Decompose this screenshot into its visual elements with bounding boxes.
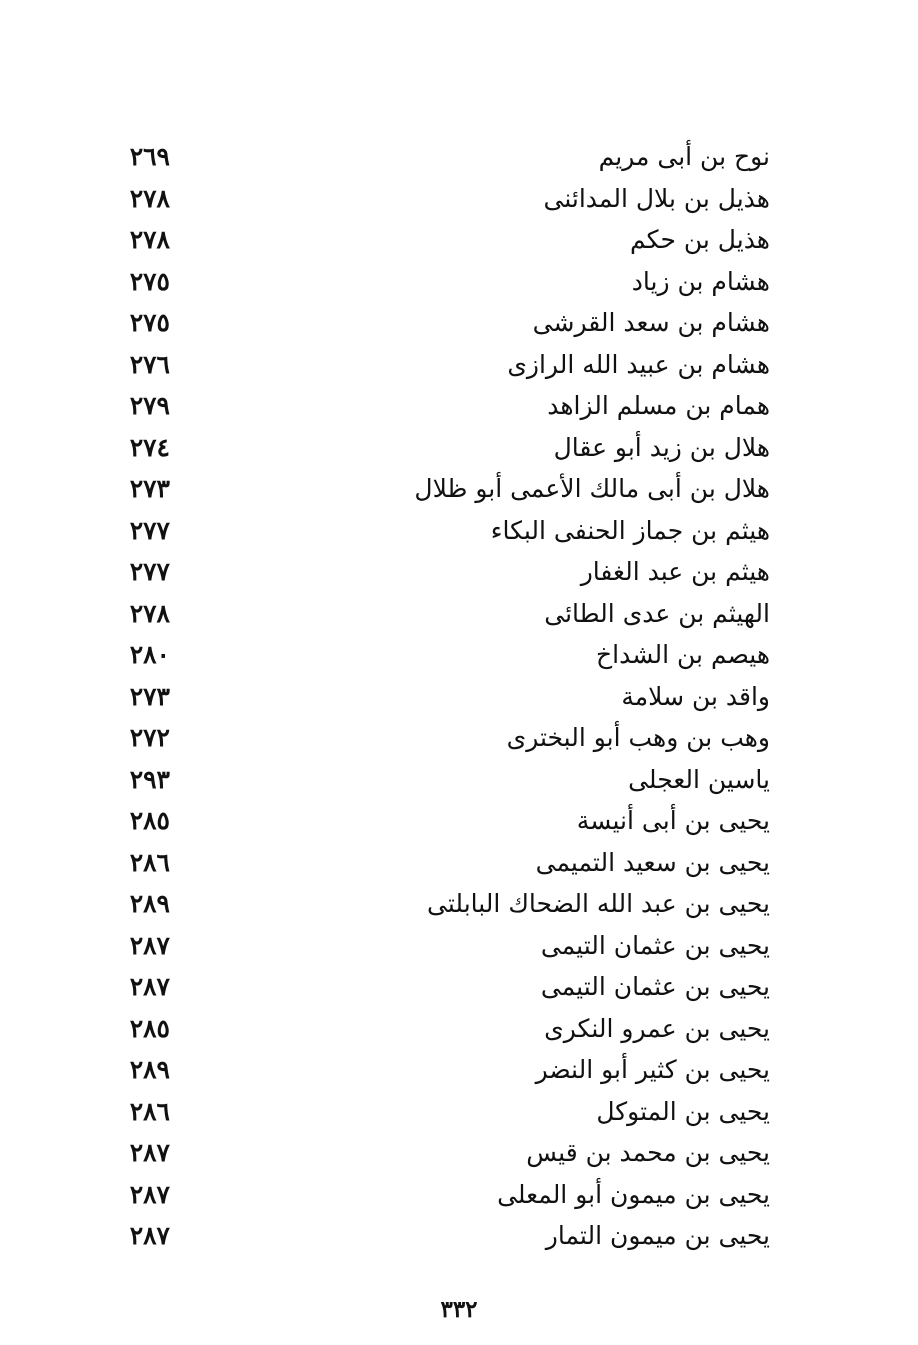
entry-page-number: ٢٧٩: [129, 391, 170, 421]
entry-name: واقد بن سلامة: [621, 681, 770, 711]
entry-name: يحيى بن المتوكل: [596, 1096, 770, 1126]
entry-page-number: ٢٧٤: [129, 432, 170, 462]
entry-name: هذيل بن بلال المدائنى: [543, 183, 770, 213]
index-entry: [100, 717, 770, 759]
index-entry: [100, 634, 770, 676]
entry-page-number: ٢٨٦: [129, 847, 170, 877]
entry-name: نوح بن أبى مريم: [598, 142, 770, 172]
entry-name: هشام بن زياد: [631, 266, 770, 296]
entry-page-number: ٢٧٥: [129, 308, 170, 338]
entry-name: هشام بن عبيد الله الرازى: [507, 349, 770, 379]
entry-name: يحيى بن عثمان التيمى: [540, 930, 770, 960]
entry-page-number: ٢٨٠: [129, 640, 170, 670]
index-entry: [100, 966, 770, 1008]
entry-page-number: ٢٨٥: [129, 1013, 170, 1043]
entry-name: يحيى بن سعيد التميمى: [535, 847, 770, 877]
entry-name: يحيى بن عمرو النكرى: [544, 1013, 770, 1043]
entry-name: هيثم بن جماز الحنفى البكاء: [490, 515, 770, 545]
entry-page-number: ٢٧٧: [129, 557, 170, 587]
index-entry: [100, 1049, 770, 1091]
entry-name: يحيى بن كثير أبو النضر: [535, 1055, 770, 1085]
index-entry: [100, 136, 770, 178]
index-entry: [100, 302, 770, 344]
entry-name: هذيل بن حكم: [630, 225, 770, 255]
entry-page-number: ٢٧٧: [129, 515, 170, 545]
entry-page-number: ٢٨٩: [129, 889, 170, 919]
index-entry: [100, 510, 770, 552]
entry-name: هيثم بن عبد الغفار: [580, 557, 770, 587]
entry-name: ياسين العجلى: [628, 764, 770, 794]
entry-name: هشام بن سعد القرشى: [532, 308, 770, 338]
entry-name: يحيى بن محمد بن قيس: [526, 1138, 770, 1168]
index-entry: [100, 593, 770, 635]
entry-name: همام بن مسلم الزاهد: [547, 391, 770, 421]
index-entry: [100, 385, 770, 427]
entry-page-number: ٢٨٩: [129, 1055, 170, 1085]
entry-page-number: ٢٧٨: [129, 598, 170, 628]
entry-page-number: ٢٦٩: [129, 142, 170, 172]
entry-page-number: ٢٩٣: [129, 764, 170, 794]
entry-page-number: ٢٨٥: [129, 806, 170, 836]
entry-name: يحيى بن ميمون التمار: [545, 1221, 770, 1251]
index-entry: [100, 427, 770, 469]
entry-name: يحيى بن أبى أنيسة: [576, 806, 770, 836]
index-entry: [100, 842, 770, 884]
entry-page-number: ٢٧٣: [129, 681, 170, 711]
entry-page-number: ٢٧٨: [129, 183, 170, 213]
index-entry: [100, 883, 770, 925]
index-entry: [100, 219, 770, 261]
index-entry: [100, 925, 770, 967]
entry-page-number: ٢٧٥: [129, 266, 170, 296]
index-entry: [100, 551, 770, 593]
index-entry: [100, 1008, 770, 1050]
index-entry: [100, 800, 770, 842]
index-entry-list: [100, 136, 770, 1257]
entry-page-number: ٢٨٧: [129, 930, 170, 960]
index-entry: [100, 759, 770, 801]
entry-name: الهيثم بن عدى الطائى: [544, 598, 770, 628]
entry-name: يحيى بن عثمان التيمى: [540, 972, 770, 1002]
entry-page-number: ٢٨٧: [129, 1221, 170, 1251]
index-entry: [100, 1215, 770, 1257]
index-entry: [100, 1174, 770, 1216]
entry-name: هيصم بن الشداخ: [596, 640, 770, 670]
entry-page-number: ٢٨٧: [129, 972, 170, 1002]
index-entry: [100, 676, 770, 718]
index-entry: [100, 261, 770, 303]
footer-page-number: ٣٣٢: [440, 1296, 478, 1323]
entry-name: يحيى بن عبد الله الضحاك البابلتى: [427, 889, 770, 919]
index-entry: [100, 1132, 770, 1174]
entry-page-number: ٢٨٧: [129, 1179, 170, 1209]
index-entry: [100, 344, 770, 386]
entry-name: هلال بن أبى مالك الأعمى أبو ظلال: [414, 474, 770, 504]
entry-name: وهب بن وهب أبو البخترى: [506, 723, 770, 753]
entry-page-number: ٢٨٧: [129, 1138, 170, 1168]
index-entry: [100, 468, 770, 510]
index-entry: [100, 178, 770, 220]
entry-page-number: ٢٧٣: [129, 474, 170, 504]
entry-page-number: ٢٨٦: [129, 1096, 170, 1126]
entry-page-number: ٢٧٢: [129, 723, 170, 753]
entry-name: هلال بن زيد أبو عقال: [553, 432, 770, 462]
entry-page-number: ٢٧٦: [129, 349, 170, 379]
entry-name: يحيى بن ميمون أبو المعلى: [497, 1179, 770, 1209]
index-entry: [100, 1091, 770, 1133]
entry-page-number: ٢٧٨: [129, 225, 170, 255]
